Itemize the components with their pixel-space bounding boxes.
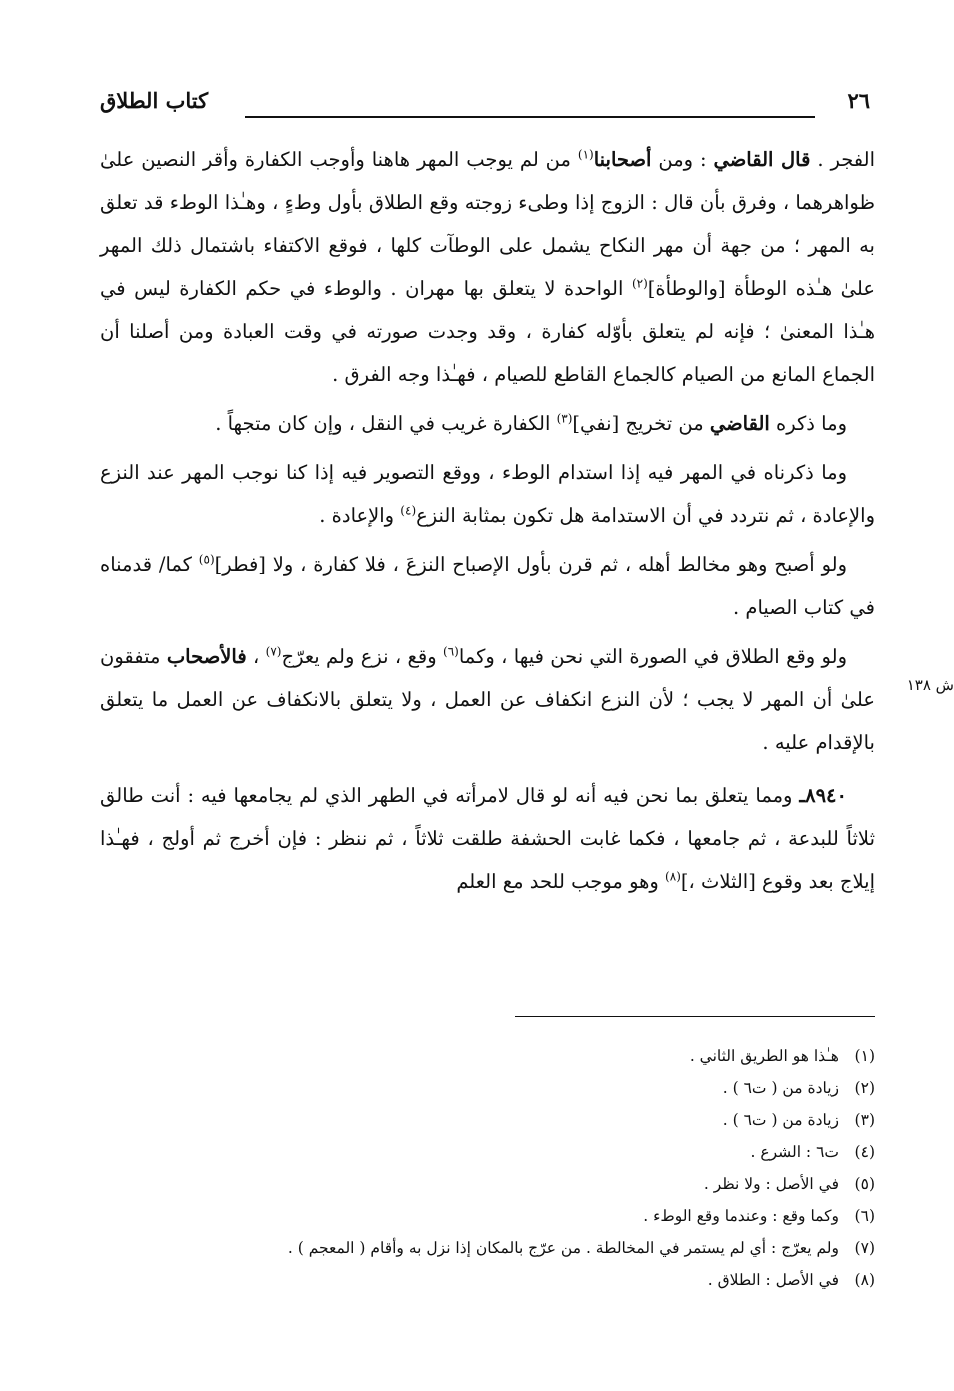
footnote-text: في الأصل : الطلاق .	[707, 1271, 839, 1289]
footnote-text: زيادة من ( ت٦ ) .	[722, 1079, 839, 1097]
footnote-ref: (٤)	[400, 503, 417, 518]
footnote-text: في الأصل : ولا نظر .	[703, 1175, 839, 1193]
footnote-ref: (١)	[577, 147, 594, 162]
paragraph: ٨٩٤٠ـ ومما يتعلق بما نحن فيه أنه لو قال لامرأته في الطهر الذي لم يجامعها فيه : أنت طالق ثلاثاً للبدعة ، ثم جامعها ، فكما غابت الحشفة طلقت ثلاثاً ، ثم ننظر : فإن أخرج ثم أولج ، فهـٰذا إيلاج بعد وقوع [الثلاث ،]$^{(٨)}$ وهو موجب للحد مع العلم	[100, 784, 875, 893]
page-number: ٢٦	[847, 88, 870, 113]
footnote-text: هـٰذا هو الطريق الثاني .	[689, 1047, 839, 1065]
footnote	[120, 1104, 875, 1136]
footnote	[120, 1232, 875, 1264]
footnote-ref: (٧)	[265, 644, 282, 659]
footnote-number: (٦)	[854, 1207, 875, 1225]
paragraph: ولو وقع الطلاق في الصورة التي نحن فيها ، وكما$^{(٦)}$ وقع ، نزع ولم يعرّج$^{(٧)}$ ، فالأصحاب متفقون علىٰ أن المهر لا يجب ؛ لأن النزع انكفاف عن العمل ، ولا يتعلق بالانكفاف عن العمل ما يتعلق بالإقدام عليه .	[100, 644, 875, 754]
section-number: ٨٩٤٠ـ	[799, 784, 847, 807]
footnote	[120, 1200, 875, 1232]
page-header	[100, 88, 870, 124]
paragraph: وما ذكرناه في المهر فيه إذا استدام الوطء ، ووقع التصوير فيه إذا كنا نوجب المهر عند النزع والإعادة ، ثم نتردد في أن الاستدامة هل تكون بمثابة النزع$^{(٤)}$ والإعادة .	[100, 461, 875, 527]
footnote	[120, 1136, 875, 1168]
footnote-text: وكما وقع : وعندما وقع الوطء .	[643, 1207, 839, 1225]
main-text	[100, 138, 875, 909]
footnote-number: (٨)	[854, 1271, 875, 1289]
footnote	[120, 1168, 875, 1200]
footnote-number: (٤)	[854, 1143, 875, 1161]
footnote-number: (٥)	[854, 1175, 875, 1193]
footnote-ref: (٦)	[443, 644, 459, 659]
footnote	[120, 1040, 875, 1072]
footnote-number: (٧)	[854, 1239, 875, 1257]
footnote-ref: (٣)	[556, 411, 573, 426]
margin-note: ش ١٣٨	[906, 676, 954, 694]
footnote-separator	[515, 1016, 875, 1017]
footnote-ref: (٢)	[631, 276, 648, 291]
footnote-number: (٢)	[854, 1079, 875, 1097]
footnote-ref: (٨)	[665, 869, 681, 884]
header-rule	[245, 116, 815, 118]
bold-term: القاضي	[709, 412, 770, 435]
footnote	[120, 1072, 875, 1104]
footnote-number: (١)	[854, 1047, 875, 1065]
footnote-number: (٣)	[854, 1111, 875, 1129]
footnotes	[120, 1040, 875, 1296]
bold-term: أصحابنا	[593, 148, 652, 171]
footnote	[120, 1264, 875, 1296]
bold-term: قال القاضي	[713, 148, 811, 171]
footnote-ref: (٥)	[198, 552, 215, 567]
paragraph: الفجر . قال القاضي : ومن أصحابنا$^{(١)}$ من لم يوجب المهر هاهنا وأوجب الكفارة وأقر النصين علىٰ ظواهرهما ، وفرق بأن قال : الزوج إذا وطىء زوجته وقع الطلاق بأول وطءٍ ، وهـٰذا الوطء قد تعلق به المهر ؛ من جهة أن مهر النكاح يشمل على الوطآت كلها ، فوقع الاكتفاء باشتمال ذلك المهر علىٰ هـٰذه الوطأة [والوطأة]$^{(٢)}$ الواحدة لا يتعلق بها مهران . والوطء في حكم الكفارة ليس في هـٰذا المعنىٰ ؛ فإنه لم يتعلق بأوّله كفارة ، وقد وجدت صورته في وقت العبادة ومن أصلنا أن الجماع المانع من الصيام كالجماع القاطع للصيام ، فهـٰذا وجه الفرق .	[100, 147, 876, 386]
footnote-text: زيادة من ( ت٦ ) .	[722, 1111, 839, 1129]
paragraph: ولو أصبح وهو مخالط أهله ، ثم قرن بأول الإصباح النزعَ ، فلا كفارة ، ولا [فطر]$^{(٥)}$ كما/ قدمناه في كتاب الصيام .	[100, 552, 875, 619]
bold-term: فالأصحاب	[166, 645, 247, 668]
book-title: كتاب الطلاق	[100, 88, 209, 113]
footnote-text: ولم يعرّج : أي لم يستمر في المخالطة . من عرّج بالمكان إذا نزل به وأقام ( المعجم ) .	[287, 1239, 839, 1257]
paragraph: وما ذكره القاضي من تخريج [نفي]$^{(٣)}$ الكفارة غريب في النقل ، وإن كان متجهاً .	[215, 411, 847, 435]
footnote-text: ت٦ : الشرع .	[750, 1143, 839, 1161]
